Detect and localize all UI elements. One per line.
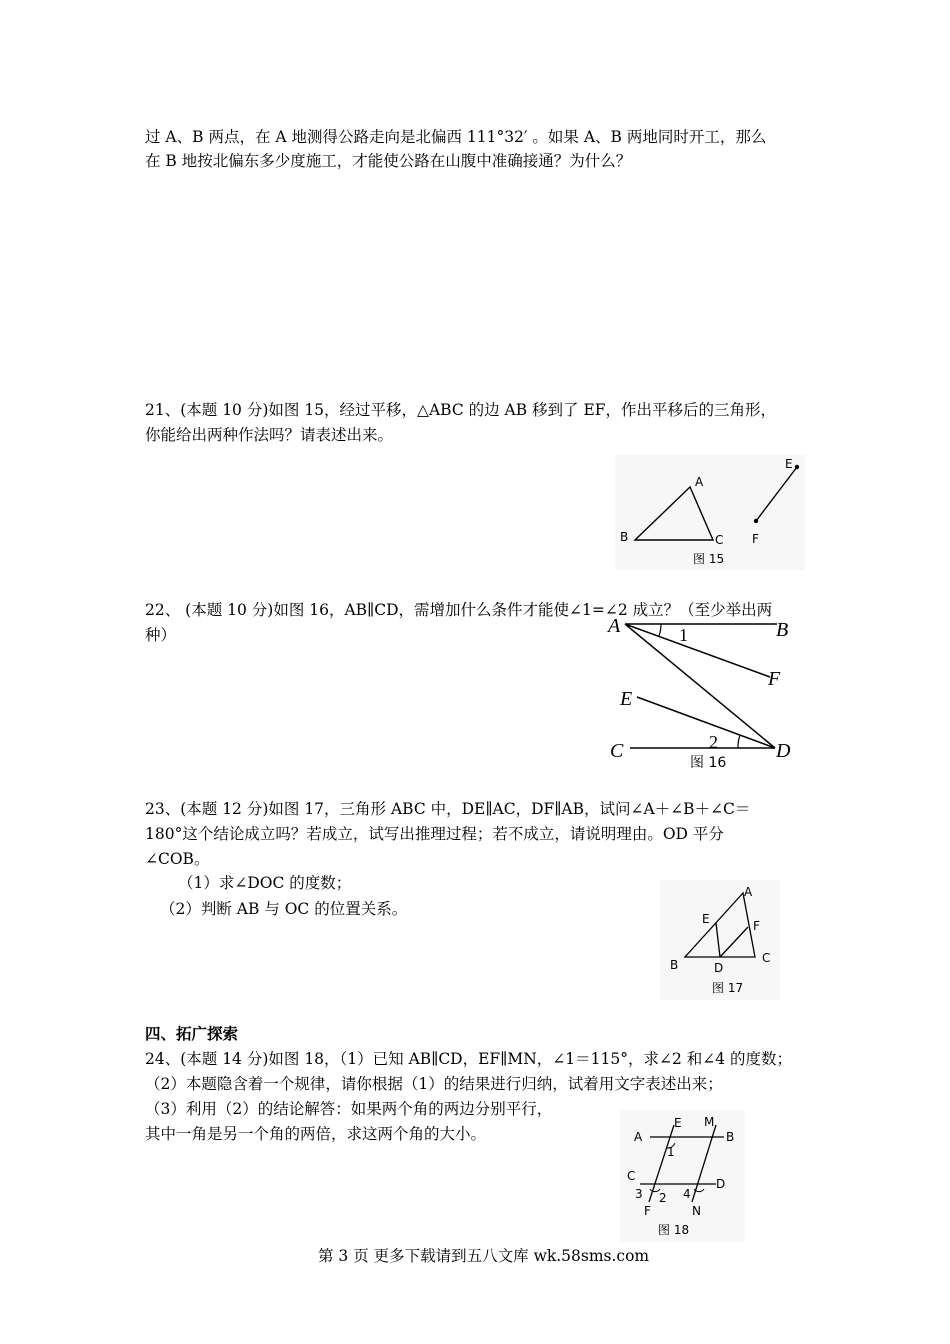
angle-2-label: 2 (659, 1191, 667, 1205)
q20-line-1: 过 A、B 两点，在 A 地测得公路走向是北偏西 111°32′ 。如果 A、B 两地同时开工，那么 (145, 128, 767, 146)
label-c: C (762, 951, 771, 965)
figure-18 (620, 1110, 745, 1242)
label-d: D (714, 961, 724, 975)
q21-line-1: 21、(本题 10 分)如图 15，经过平移，△ABC 的边 AB 移到了 EF，作出平移后的三角形， (145, 401, 777, 419)
q24-line-1: 24、(本题 14 分)如图 18，（1）已知 AB∥CD，EF∥MN，∠1＝115°，求∠2 和∠4 的度数； (145, 1050, 793, 1068)
label-a: A (744, 885, 753, 899)
section-title: 四、拓广探索 (145, 1025, 239, 1043)
label-d: D (716, 1177, 726, 1191)
angle-1-label: 1 (667, 1145, 675, 1159)
figure-16 (605, 612, 805, 772)
label-e: E (785, 457, 793, 471)
q23-sub-2: （2）判断 AB 与 OC 的位置关系。 (160, 900, 408, 918)
q22-line-2: 种） (145, 626, 177, 644)
label-n: N (692, 1204, 701, 1218)
label-a: A (608, 615, 621, 637)
label-a: A (695, 475, 704, 489)
q24-line-3: （3）利用（2）的结论解答：如果两个角的两边分别平行， (145, 1100, 553, 1118)
figure-15 (615, 455, 805, 570)
figure-17 (660, 880, 780, 1000)
label-b: B (620, 530, 629, 544)
angle-4-label: 4 (683, 1187, 691, 1201)
label-f: F (753, 919, 760, 933)
label-e: E (702, 912, 710, 926)
q23-sub-1: （1）求∠DOC 的度数； (178, 874, 352, 892)
angle-3-label: 3 (635, 1187, 643, 1201)
page-footer: 第 3 页 更多下载请到五八文库 wk.58sms.com (318, 1247, 650, 1265)
label-e: E (620, 688, 633, 710)
q23-line-2: 180°这个结论成立吗？若成立，试写出推理过程；若不成立，请说明理由。OD 平分 (145, 825, 724, 843)
label-b: B (776, 619, 789, 641)
label-c: C (715, 533, 724, 547)
label-f: F (768, 668, 781, 690)
label-c: C (627, 1169, 636, 1183)
label-a: A (634, 1130, 643, 1144)
label-f: F (752, 532, 759, 546)
angle-2-label: 2 (709, 732, 718, 752)
q20-line-2: 在 B 地按北偏东多少度施工，才能使公路在山腹中准确接通？为什么？ (145, 152, 632, 170)
q24-line-4: 其中一角是另一个角的两倍，求这两个角的大小。 (145, 1125, 487, 1143)
q23-line-1: 23、(本题 12 分)如图 17，三角形 ABC 中，DE∥AC，DF∥AB，试问∠A＋∠B＋∠C＝ (145, 800, 751, 818)
figure-17-caption: 图 17 (712, 981, 744, 995)
label-d: D (776, 740, 791, 762)
figure-16-caption: 图 16 (690, 755, 727, 771)
q23-line-3: ∠COB。 (145, 850, 210, 868)
label-f: F (644, 1204, 651, 1218)
label-b: B (726, 1130, 735, 1144)
label-b: B (670, 958, 679, 972)
q21-line-2: 你能给出两种作法吗？请表述出来。 (145, 426, 394, 444)
label-e: E (674, 1116, 682, 1130)
label-c: C (610, 740, 624, 762)
q22-line-1: 22、 (本题 10 分)如图 16，AB∥CD，需增加什么条件才能使∠1=∠2 成立？（至少举出两 (145, 601, 773, 619)
label-m: M (704, 1115, 715, 1129)
angle-1-label: 1 (679, 625, 688, 645)
figure-18-caption: 图 18 (658, 1223, 690, 1237)
figure-15-caption: 图 15 (693, 552, 725, 566)
q24-line-2: （2）本题隐含着一个规律，请你根据（1）的结果进行归纳，试着用文字表述出来； (145, 1075, 723, 1093)
